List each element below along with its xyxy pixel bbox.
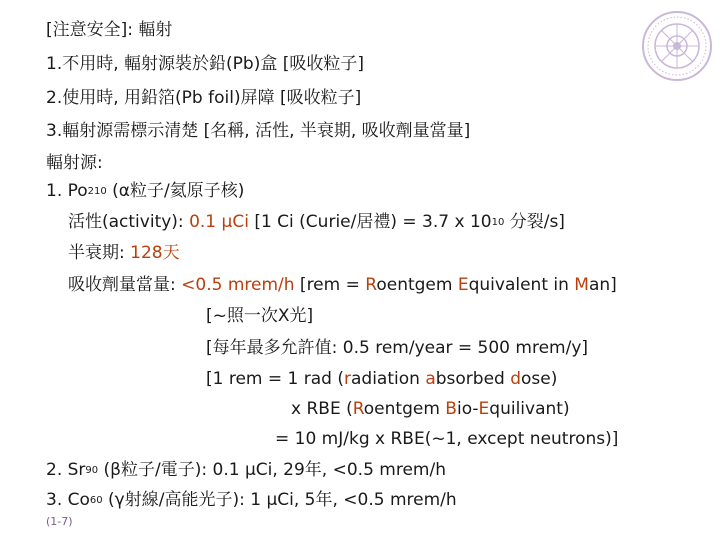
- xray-note: [206, 305, 313, 327]
- po-mass: 210: [87, 186, 107, 197]
- halflife-line: [68, 242, 180, 264]
- xray-note-text: [~照一次X光]: [206, 306, 314, 326]
- rbe-d: quilivant): [489, 399, 570, 419]
- sr-desc: (β粒子/電子): 0.1 μCi, 29年, <0.5 mrem/h: [98, 460, 446, 480]
- rad-def-d: d: [510, 369, 522, 389]
- activity-line: [68, 211, 565, 236]
- halflife-label: 半衰期:: [68, 243, 131, 263]
- rad-def-r: r: [344, 369, 351, 389]
- rbe-e: E: [478, 399, 490, 419]
- sr-label: 2. Sr: [46, 460, 86, 480]
- activity-unit: 分裂/s]: [504, 212, 565, 232]
- rule-3-text: 3.輻射源需標示清楚 [名稱, 活性, 半衰期, 吸收劑量當量]: [46, 121, 471, 141]
- rule-3: [46, 120, 470, 142]
- source-heading: [46, 152, 103, 174]
- co-label: 3. Co: [46, 490, 90, 510]
- rbe-b: oentgem: [363, 399, 446, 419]
- rem-def-e: E: [457, 275, 469, 295]
- source-sr: [46, 459, 446, 484]
- activity-def: [1 Ci (Curie/居禮) = 3.7 x 10: [248, 212, 492, 232]
- source-heading-text: 輻射源:: [46, 153, 103, 173]
- source-po: [46, 180, 244, 205]
- sr-mass: 90: [85, 465, 99, 476]
- dose-label: 吸收劑量當量:: [68, 275, 182, 295]
- rem-def-b: oentgem: [376, 275, 458, 295]
- activity-exp: 10: [491, 217, 505, 228]
- rad-def-e: ose): [521, 369, 558, 389]
- rad-def-c: bsorbed: [435, 369, 511, 389]
- title-line: [46, 19, 172, 41]
- rbe-line: [291, 398, 570, 420]
- po-label: 1. Po: [46, 181, 88, 201]
- rem-def-d: an]: [588, 275, 617, 295]
- mjkg-text: = 10 mJ/kg x RBE(~1, except neutrons)]: [275, 429, 619, 449]
- university-seal-icon: [641, 10, 713, 82]
- po-desc: (α粒子/氦原子核): [106, 181, 245, 201]
- rule-2: [46, 87, 361, 109]
- rbe-a: x RBE (: [291, 399, 353, 419]
- rem-def-c: quivalent in: [468, 275, 575, 295]
- rbe-c: io-: [456, 399, 479, 419]
- annual-limit: [206, 337, 588, 359]
- activity-value: 0.1 μCi: [189, 212, 249, 232]
- rad-def-a: [1 rem = 1 rad (: [206, 369, 344, 389]
- rem-def-m: M: [574, 275, 589, 295]
- rule-1-text: 1.不用時, 輻射源裝於鉛(Pb)盒 [吸收粒子]: [46, 54, 365, 74]
- dose-value: <0.5 mrem/h: [181, 275, 295, 295]
- slide-number: (1-7): [46, 515, 73, 528]
- title-text: [注意安全]: 輻射: [46, 20, 173, 40]
- activity-label: 活性(activity):: [68, 212, 190, 232]
- rbe-r: R: [352, 399, 364, 419]
- rem-def-r: R: [365, 275, 377, 295]
- mjkg-line: [275, 428, 618, 450]
- rule-2-text: 2.使用時, 用鉛箔(Pb foil)屏障 [吸收粒子]: [46, 88, 362, 108]
- rem-rad-line: [206, 368, 557, 390]
- co-desc: (γ射線/高能光子): 1 μCi, 5年, <0.5 mrem/h: [102, 490, 457, 510]
- rem-def-a: [rem =: [294, 275, 366, 295]
- co-mass: 60: [89, 495, 103, 506]
- halflife-value: 128天: [130, 243, 180, 263]
- dose-line: [68, 274, 617, 296]
- annual-limit-text: [每年最多允許值: 0.5 rem/year = 500 mrem/y]: [206, 338, 589, 358]
- rad-def-b: adiation: [351, 369, 426, 389]
- source-co: [46, 489, 457, 514]
- rbe-bio: B: [445, 399, 457, 419]
- rad-def-a2: a: [425, 369, 436, 389]
- rule-1: [46, 53, 364, 75]
